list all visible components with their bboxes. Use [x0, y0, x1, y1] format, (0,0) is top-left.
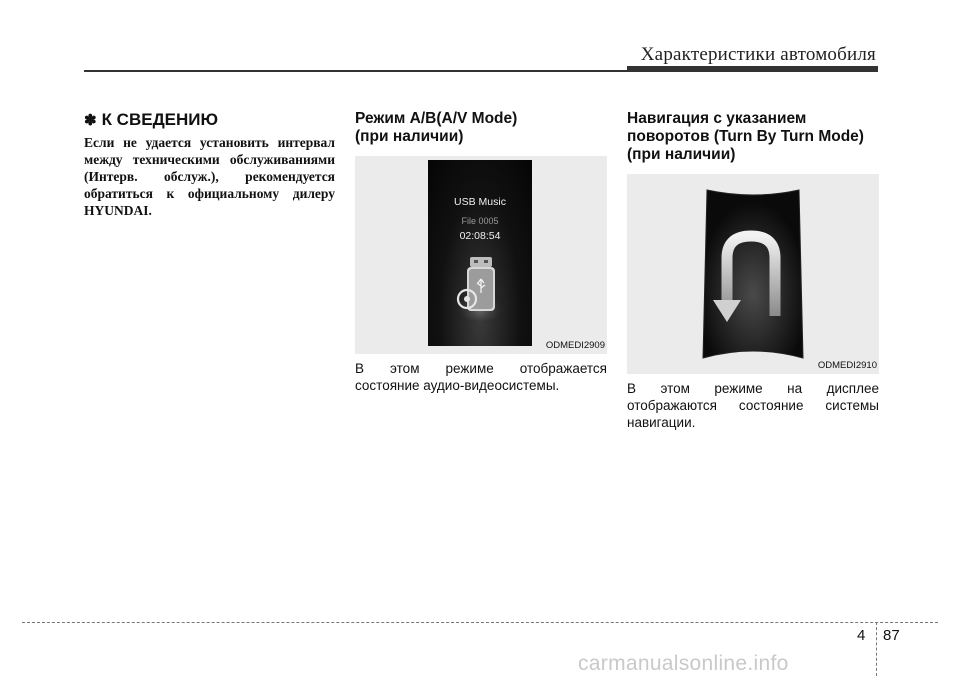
note-title: [84, 110, 335, 130]
watermark: carmanualsonline.info: [578, 652, 789, 675]
av-mode-section: [355, 110, 607, 394]
tbt-mode-title: [627, 110, 879, 164]
usb-stick-icon: [456, 255, 504, 325]
av-mode-title-line1: Режим A/B(A/V Mode): [355, 110, 518, 127]
page-number: 87: [883, 627, 900, 644]
usb-file-label: File 0005: [461, 216, 499, 226]
note-star-icon: ✽: [84, 112, 97, 129]
u-turn-arrow-icon: [701, 188, 805, 360]
tbt-mode-figure: [627, 174, 879, 374]
tbt-mode-body: В этом режиме на дисплее отображаются состояние системы навигации.: [627, 381, 879, 430]
page-header-title: Характеристики автомобиля: [640, 44, 876, 65]
footer-divider: [876, 622, 877, 676]
tbt-mode-title-line1: Навигация с указанием: [627, 110, 807, 127]
av-mode-title-line2: (при наличии): [355, 128, 464, 145]
tbt-mode-section: [627, 110, 879, 431]
usb-music-label: USB Music: [454, 196, 506, 208]
av-mode-figure: [355, 156, 607, 354]
tbt-mode-title-line3: (при наличии): [627, 146, 736, 163]
av-mode-body: В этом режиме отображается состояние аудио-видеосистемы.: [355, 361, 607, 393]
note-body: Если не удается установить интервал между техническими обслуживаниями (Интерв. обслуж.), рекомендуется обратиться к официальному дилеру HYUNDAI.: [84, 135, 335, 218]
page-chapter-number: 4: [857, 627, 866, 644]
header-rule: [84, 70, 878, 72]
footer-rule: [22, 622, 938, 623]
note-section: [84, 110, 335, 219]
note-title-text: К СВЕДЕНИЮ: [101, 110, 219, 129]
usb-time-label: 02:08:54: [459, 230, 501, 242]
av-mode-figure-code: ODMEDI2909: [545, 340, 605, 351]
usb-music-screen: [428, 160, 532, 346]
tbt-mode-title-line2: поворотов (Turn By Turn Mode): [627, 128, 864, 145]
tbt-mode-figure-code: ODMEDI2910: [817, 360, 877, 371]
turn-by-turn-screen: [701, 188, 805, 360]
av-mode-title: [355, 110, 607, 146]
